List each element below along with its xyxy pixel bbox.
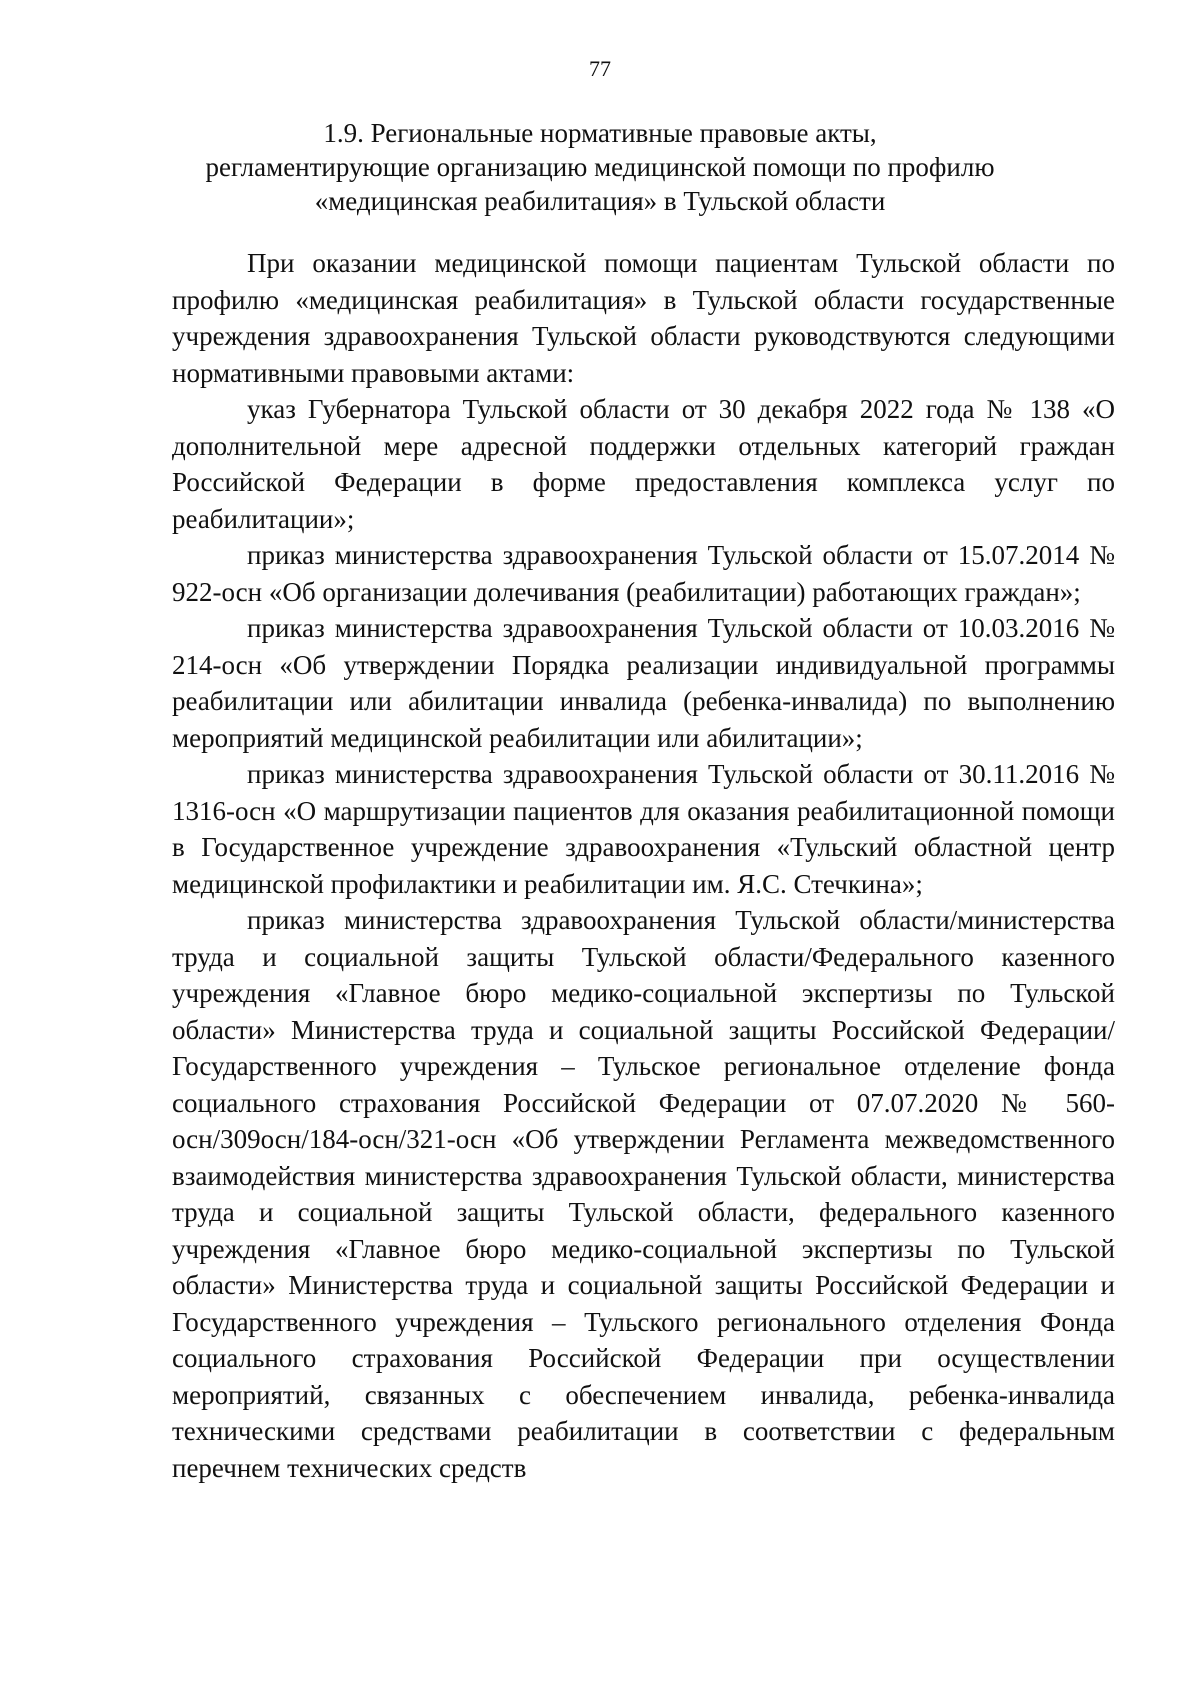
act-item-joint-order-560: приказ министерства здравоохранения Тульской области/министерства труда и социальной защиты Тульской области/Федерального казенного учреждения «Главное бюро медико-социальной экспертизы по Тульской области» Министерства труда и социальной защиты Российской Федерации/Государственного учреждения – Тульское региональное отделение фонда социального страхования Российской Федерации от 07.07.2020 № 560-осн/309осн/184-осн/321-осн «Об утверждении Регламента межведомственного взаимодействия министерства здравоохранения Тульской области, министерства труда и социальной защиты Тульской области, федерального казенного учреждения «Главное бюро медико-социальной экспертизы по Тульской области» Министерства труда и социальной защиты Российской Федерации и Государственного учреждения – Тульского регионального отделения Фонда социального страхования Российской Федерации при осуществлении мероприятий, связанных с обеспечением инвалида, ребенка-инвалида техническими средствами реабилитации в соответствии с федеральным перечнем технических средств: [172, 905, 1115, 1483]
section-heading-line-3: «медицинская реабилитация» в Тульской области: [314, 186, 886, 216]
section-heading: [150, 116, 1050, 218]
act-item-order-1316: приказ министерства здравоохранения Тульской области от 30.11.2016 № 1316-осн «О маршрутизации пациентов для оказания реабилитационной помощи в Государственное учреждение здравоохранения «Тульский областной центр медицинской профилактики и реабилитации им. Я.С. Стечкина»;: [172, 759, 1115, 899]
section-heading-line-1: 1.9. Региональные нормативные правовые акты,: [323, 118, 877, 148]
body-text: [172, 245, 1115, 1486]
act-item-order-214: приказ министерства здравоохранения Тульской области от 10.03.2016 № 214-осн «Об утверждении Порядка реализации индивидуальной программы реабилитации или абилитации инвалида (ребенка-инвалида) по выполнению мероприятий медицинской реабилитации или абилитации»;: [172, 613, 1115, 753]
act-item-governor-decree: указ Губернатора Тульской области от 30 декабря 2022 года № 138 «О дополнительной мере адресной поддержки отдельных категорий граждан Российской Федерации в форме предоставления комплекса услуг по реабилитации»;: [172, 394, 1115, 534]
act-item-order-922: приказ министерства здравоохранения Тульской области от 15.07.2014 № 922-осн «Об организации долечивания (реабилитации) работающих граждан»;: [172, 540, 1115, 607]
intro-paragraph: При оказании медицинской помощи пациентам Тульской области по профилю «медицинская реабилитация» в Тульской области государственные учреждения здравоохранения Тульской области руководствуются следующими нормативными правовыми актами:: [172, 248, 1115, 388]
section-heading-line-2: регламентирующие организацию медицинской помощи по профилю: [205, 152, 995, 182]
page-number: 77: [589, 56, 611, 81]
